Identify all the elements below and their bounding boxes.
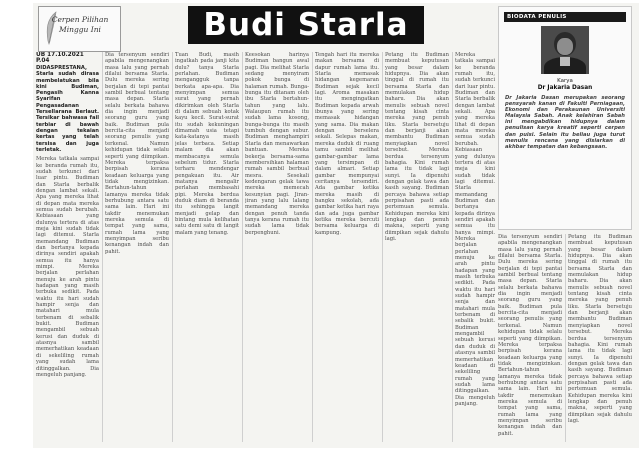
bio-karya-label: Karya [557, 78, 573, 84]
section-label-box [38, 6, 121, 52]
dateline: UB 17.10.2021 P.04 [36, 52, 84, 64]
column-text: Keesokan harinya Budiman bangun awal pagi. Dia melihat Starla sedang menyiram pokok bunga di halaman rumah. Bunga-bunga itu ditanam oleh ibu Starla bertahun-tahun yang lalu. Walaupun rumah itu sudah lama kosong, bunga-bunga itu masih tumbuh dengan subur. Budiman menghampiri Starla dan menawarkan bantuan. Mereka bekerja bersama-sama membersihkan halaman rumah sambil berbual mesra. Sesekali kedengaran gelak tawa mereka memecah kesunyian pagi. Jiran-jiran yang lalu lalang memandang mereka dengan penuh tanda tanya kerana rumah itu sudah lama tidak berpenghuni. [245, 52, 309, 236]
bio-header-label: BIODATA PENULIS [507, 14, 567, 20]
column-text: Petang itu Budiman membuat keputusan yang besar dalam hidupnya. Dia akan tinggal di rumah itu bersama Starla dan memulakan hidup baharu. Dia akan menulis sebuah novel tentang kisah cinta mereka yang penuh liku. Starla bersetuju dan berjanji akan membantu Budiman menyiapkan novel tersebut. Mereka berdua tersenyum bahagia. Kini rumah lama itu tidak lagi sunyi. Ia dipenuhi dengan gelak tawa dan kasih sayang. Budiman percaya bahawa setiap perpisahan pasti ada pertemuan semula. Kehidupan mereka kini lengkap dan penuh makna, seperti yang diimpikan sejak dahulu lagi. [568, 234, 632, 424]
author-bio-card [498, 6, 632, 230]
column-divider [102, 52, 103, 442]
column-divider [312, 52, 313, 442]
column-text: Petang itu Budiman membuat keputusan yang besar dalam hidupnya. Dia akan tinggal di rumah itu bersama Starla dan memulakan hidup baharu. Dia akan menulis sebuah novel tentang kisah cinta mereka yang penuh liku. Starla bersetuju dan berjanji akan membantu Budiman menyiapkan novel tersebut. Mereka berdua tersenyum bahagia. Kini rumah lama itu tidak lagi sunyi. Ia dipenuhi dengan gelak tawa dan kasih sayang. Budiman percaya bahawa setiap perpisahan pasti ada pertemuan semula. Kehidupan mereka kini lengkap dan penuh makna, seperti yang diimpikan sejak dahulu lagi. [385, 52, 449, 242]
article-column-8 [498, 234, 562, 442]
lead-paragraph: DIDASPRESTANA, Starla sudah dirasa membelatukan bila kini Budiman, Pengasih Kanna Syarifan Pengasadanan Tersellarana Berlaut. Tersikar bahwasa fail terbiar di bawah dengan tekaian kertas yang telah tersisa dan juga terletak. [36, 65, 99, 153]
article-column-9 [568, 234, 632, 442]
column-text: Mereka tatkala sampai ke beranda rumah itu, sudah terkunci dari luar pintu. Budiman dan Starla berbalik dengan lambat sekali. Apa yang mereka lihat di depan mata mereka semua sudah berubah. Kebiasaan yang dulunya tertera di atas meja kini sudah tidak lagi ditemui. Starla memandang Budiman dan bertanya kepada dirinya sendiri apakah semua itu hanya mimpi. Mereka berjalan perlahan menuju ke arah pintu hadapan yang masih terbuka sedikit. Pada waktu itu hari sudah hampir senja dan matahari mula terbenam di sebalik bukit. Budiman mengambil sebuah kerusi dan duduk di atasnya sambil memerhatikan keadaan di sekeliling rumah yang sudah lama ditinggalkan. Dia mengeluh panjang. [455, 52, 495, 407]
bio-header-bar [504, 12, 626, 22]
column-text: Tuan Budi, masih ingatkah pada janji kita dulu? tanya Starla perlahan. Budiman mengangguk tanpa berkata apa-apa. Dia menyimpan semua surat yang pernah dikirimkan oleh Starla di dalam sebuah kotak kayu kecil. Surat-surat itu sudah kekuningan dimamah usia tetapi kata-katanya masih jelas terbaca. Setiap malam dia akan membacanya semula sebelum tidur. Starla terharu mendengar pengakuan itu. Air matanya mengalir perlahan membasahi pipi. Mereka berdua duduk diam di beranda itu sehingga langit menjadi gelap dan bintang mula kelihatan satu demi satu di langit malam yang tenang. [175, 52, 239, 236]
headline-banner [188, 6, 424, 44]
article-column-5 [315, 52, 379, 442]
column-text: Dia tersenyum sendiri apabila mengenangkan masa lalu yang pernah dilalui bersama Starla. Dulu mereka sering berjalan di tepi pantai sambil berbual tentang masa depan. Starla selalu berkata bahawa dia ingin menjadi seorang guru yang baik. Budiman pula bercita-cita menjadi seorang penulis yang terkenal. Namun kehidupan tidak selalu seperti yang diimpikan. Mereka terpaksa berpisah kerana keadaan keluarga yang tidak mengizinkan. Bertahun-tahun lamanya mereka tidak berhubung antara satu sama lain. Hari ini takdir menemukan mereka semula di tempat yang sama, rumah lama yang menyimpan seribu kenangan indah dan pahit. [498, 234, 562, 437]
author-name: Dr Jakaria Dasan [537, 85, 593, 91]
column-divider [565, 234, 566, 442]
article-column-6 [385, 52, 449, 442]
article-column-2 [105, 52, 169, 442]
article-column-3 [175, 52, 239, 442]
column-text: Tengah hari itu mereka makan bersama di dapur rumah lama itu. Starla memasak hidangan kegemaran Budiman sejak kecil lagi. Aroma masakan itu mengingatkan Budiman kepada arwah ibunya yang sering memasak hidangan yang sama. Dia makan dengan berselera sekali. Selepas makan, mereka duduk di ruang tamu sambil melihat gambar-gambar lama yang tersimpan di dalam almari. Setiap gambar mempunyai ceritanya tersendiri. Ada gambar ketika mereka masih di bangku sekolah, ada gambar ketika hari raya dan ada juga gambar ketika mereka bercuti bersama keluarga di kampung. [315, 52, 379, 236]
column-divider [172, 52, 173, 442]
article-column-7 [455, 52, 495, 442]
column-text: Mereka tatkala sampai ke beranda rumah itu, sudah terkunci dari luar pintu. Budiman dan Starla berbalik dengan lambat sekali. Apa yang mereka lihat di depan mata mereka semua sudah berubah. Kebiasaan yang dulunya tertera di atas meja kini sudah tidak lagi ditemui. Starla memandang Budiman dan bertanya kepada dirinya sendiri apakah semua itu hanya mimpi. Mereka berjalan perlahan menuju ke arah pintu hadapan yang masih terbuka sedikit. Pada waktu itu hari sudah hampir senja dan matahari mula terbenam di sebalik bukit. Budiman mengambil sebuah kerusi dan duduk di atasnya sambil memerhatikan keadaan di sekeliling rumah yang sudah lama ditinggalkan. Dia mengeluh panjang. [36, 156, 99, 378]
section-label: Cerpen Pilihan Minggu Ini [51, 15, 109, 34]
article-column-1 [36, 52, 99, 442]
author-photo [541, 26, 589, 74]
column-divider [382, 52, 383, 442]
author-bio-text: Dr Jakaria Dasan merupakan seorang pensyarah kanan di Fakulti Perniagaan, Ekonomi dan Perakaunan Universiti Malaysia Sabah. Anak kelahiran Sabah ini mengabdikan hidupnya dalam penulisan karya kreatif seperti cerpen dan puisi. Selain itu beliau juga turut menulis rencana yang disiarkan di akhbar tempatan dan kebangsaan. [505, 95, 625, 150]
article-column-4 [245, 52, 309, 442]
column-text: Dia tersenyum sendiri apabila mengenangkan masa lalu yang pernah dilalui bersama Starla. Dulu mereka sering berjalan di tepi pantai sambil berbual tentang masa depan. Starla selalu berkata bahawa dia ingin menjadi seorang guru yang baik. Budiman pula bercita-cita menjadi seorang penulis yang terkenal. Namun kehidupan tidak selalu seperti yang diimpikan. Mereka terpaksa berpisah kerana keadaan keluarga yang tidak mengizinkan. Bertahun-tahun lamanya mereka tidak berhubung antara satu sama lain. Hari ini takdir menemukan mereka semula di tempat yang sama, rumah lama yang menyimpan seribu kenangan indah dan pahit. [105, 52, 169, 255]
story-title: Budi Starla [203, 7, 409, 43]
column-divider [452, 52, 453, 442]
column-divider [242, 52, 243, 442]
